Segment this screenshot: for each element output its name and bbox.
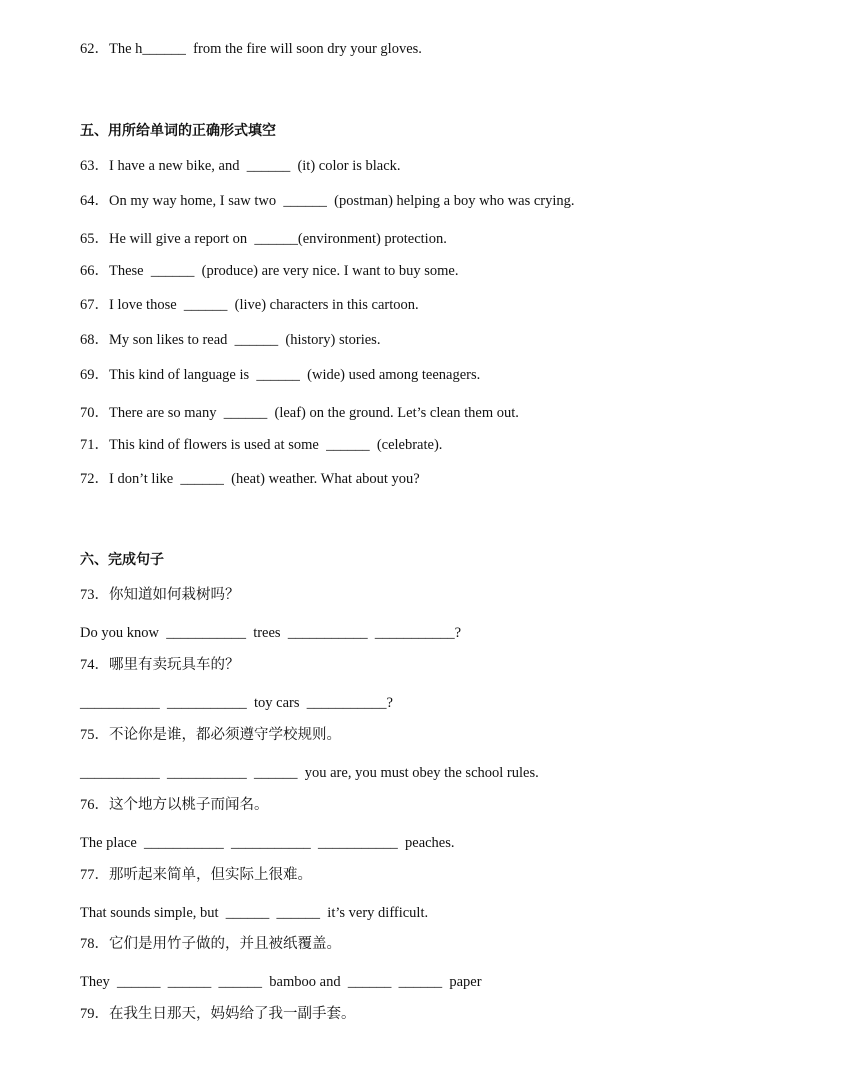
question-69: 69．This kind of language is ______ (wide) used among teenagers. (80, 367, 481, 383)
question-63: 63．I have a new bike, and ______ (it) color is black. (80, 158, 401, 174)
question-78-answer: They ______ ______ ______ bamboo and ______ ______ paper (80, 974, 482, 990)
question-65: 65．He will give a report on ______(environment) protection. (80, 231, 447, 247)
question-68: 68．My son likes to read ______ (history) stories. (80, 332, 381, 348)
question-67: 67．I love those ______ (live) characters in this cartoon. (80, 297, 419, 313)
question-76-prompt: 76．这个地方以桃子而闻名。 (80, 797, 269, 813)
question-77-answer: That sounds simple, but ______ ______ it’s very difficult. (80, 905, 429, 921)
question-73-answer: Do you know ___________ trees ___________ ___________? (80, 625, 462, 641)
question-75-answer: ___________ ___________ ______ you are, you must obey the school rules. (80, 765, 539, 781)
question-70: 70．There are so many ______ (leaf) on the ground. Let’s clean them out. (80, 405, 519, 421)
question-64: 64．On my way home, I saw two ______ (postman) helping a boy who was crying. (80, 193, 575, 209)
section-5-title: 五、用所给单词的正确形式填空 (80, 123, 276, 139)
question-71: 71．This kind of flowers is used at some ______ (celebrate). (80, 437, 443, 453)
question-62: 62．The h______ from the fire will soon dry your gloves. (80, 41, 422, 57)
question-76-answer: The place ___________ ___________ ___________ peaches. (80, 835, 455, 851)
question-73-prompt: 73．你知道如何栽树吗？ (80, 587, 240, 603)
question-74-answer: ___________ ___________ toy cars ___________? (80, 695, 393, 711)
question-78-prompt: 78．它们是用竹子做的，并且被纸覆盖。 (80, 936, 341, 952)
question-74-prompt: 74．哪里有卖玩具车的？ (80, 657, 240, 673)
question-72: 72．I don’t like ______ (heat) weather. What about you? (80, 471, 420, 487)
question-75-prompt: 75．不论你是谁，都必须遵守学校规则。 (80, 727, 341, 743)
section-6-title: 六、完成句子 (80, 552, 164, 568)
question-77-prompt: 77．那听起来简单，但实际上很难。 (80, 867, 312, 883)
question-79-prompt: 79．在我生日那天，妈妈给了我一副手套。 (80, 1006, 356, 1022)
question-66: 66．These ______ (produce) are very nice. I want to buy some. (80, 263, 459, 279)
